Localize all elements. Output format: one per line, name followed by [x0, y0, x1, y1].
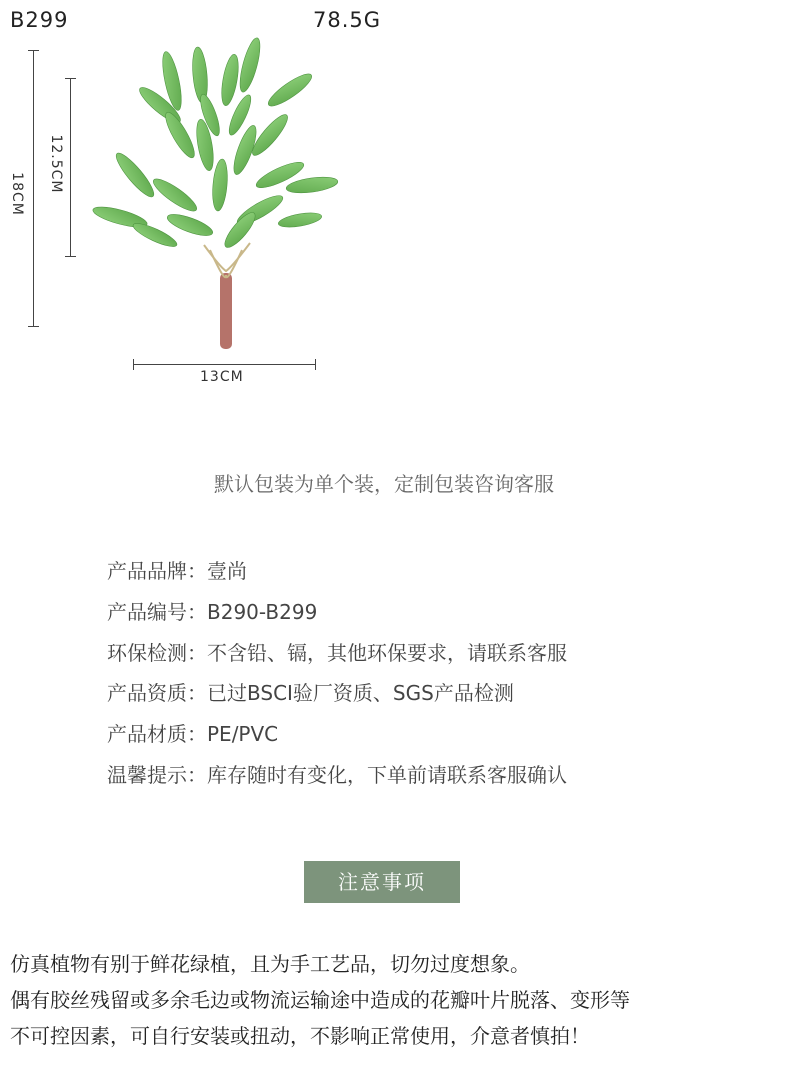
total-height-label: 18CM: [9, 172, 25, 216]
spec-row-material: [107, 719, 567, 760]
spec-label: 温馨提示：: [107, 762, 207, 787]
notice-line-3: 不可控因素，可自行安装或扭动，不影响正常使用，介意者慎拍！: [10, 1024, 590, 1048]
product-model: B299: [10, 8, 69, 32]
succulent-plant-image: [80, 35, 380, 355]
spec-label: 产品资质：: [107, 681, 207, 706]
notice-heading: 注意事项: [304, 861, 460, 903]
spec-value: B290-B299: [207, 599, 318, 624]
packaging-note: 默认包装为单个装，定制包装咨询客服: [214, 472, 554, 496]
spec-row-tip: [107, 760, 567, 801]
notice-line-2: 偶有胶丝残留或多余毛边或物流运输途中造成的花瓣叶片脱落、变形等: [10, 988, 630, 1012]
spec-value: PE/PVC: [207, 722, 279, 747]
foliage-height-label: 12.5CM: [48, 134, 64, 194]
notice-line-1: 仿真植物有别于鲜花绿植，且为手工艺品，切勿过度想象。: [10, 952, 530, 976]
spec-value: 壹尚: [207, 559, 247, 583]
spec-row-eco-test: [107, 638, 567, 679]
width-label: 13CM: [200, 369, 244, 385]
spec-row-code: [107, 597, 567, 638]
spec-row-qualification: [107, 678, 567, 719]
spec-label: 产品材质：: [107, 722, 207, 747]
spec-label: 产品品牌：: [107, 559, 207, 583]
spec-list: [107, 556, 567, 801]
spec-row-brand: [107, 556, 567, 597]
spec-label: 环保检测：: [107, 640, 207, 665]
product-weight: 78.5G: [313, 8, 382, 32]
spec-value: 不含铅、镉，其他环保要求，请联系客服: [207, 640, 567, 665]
spec-value: 已过BSCI验厂资质、SGS产品检测: [207, 681, 514, 706]
spec-value: 库存随时有变化，下单前请联系客服确认: [207, 762, 567, 787]
spec-label: 产品编号：: [107, 599, 207, 624]
